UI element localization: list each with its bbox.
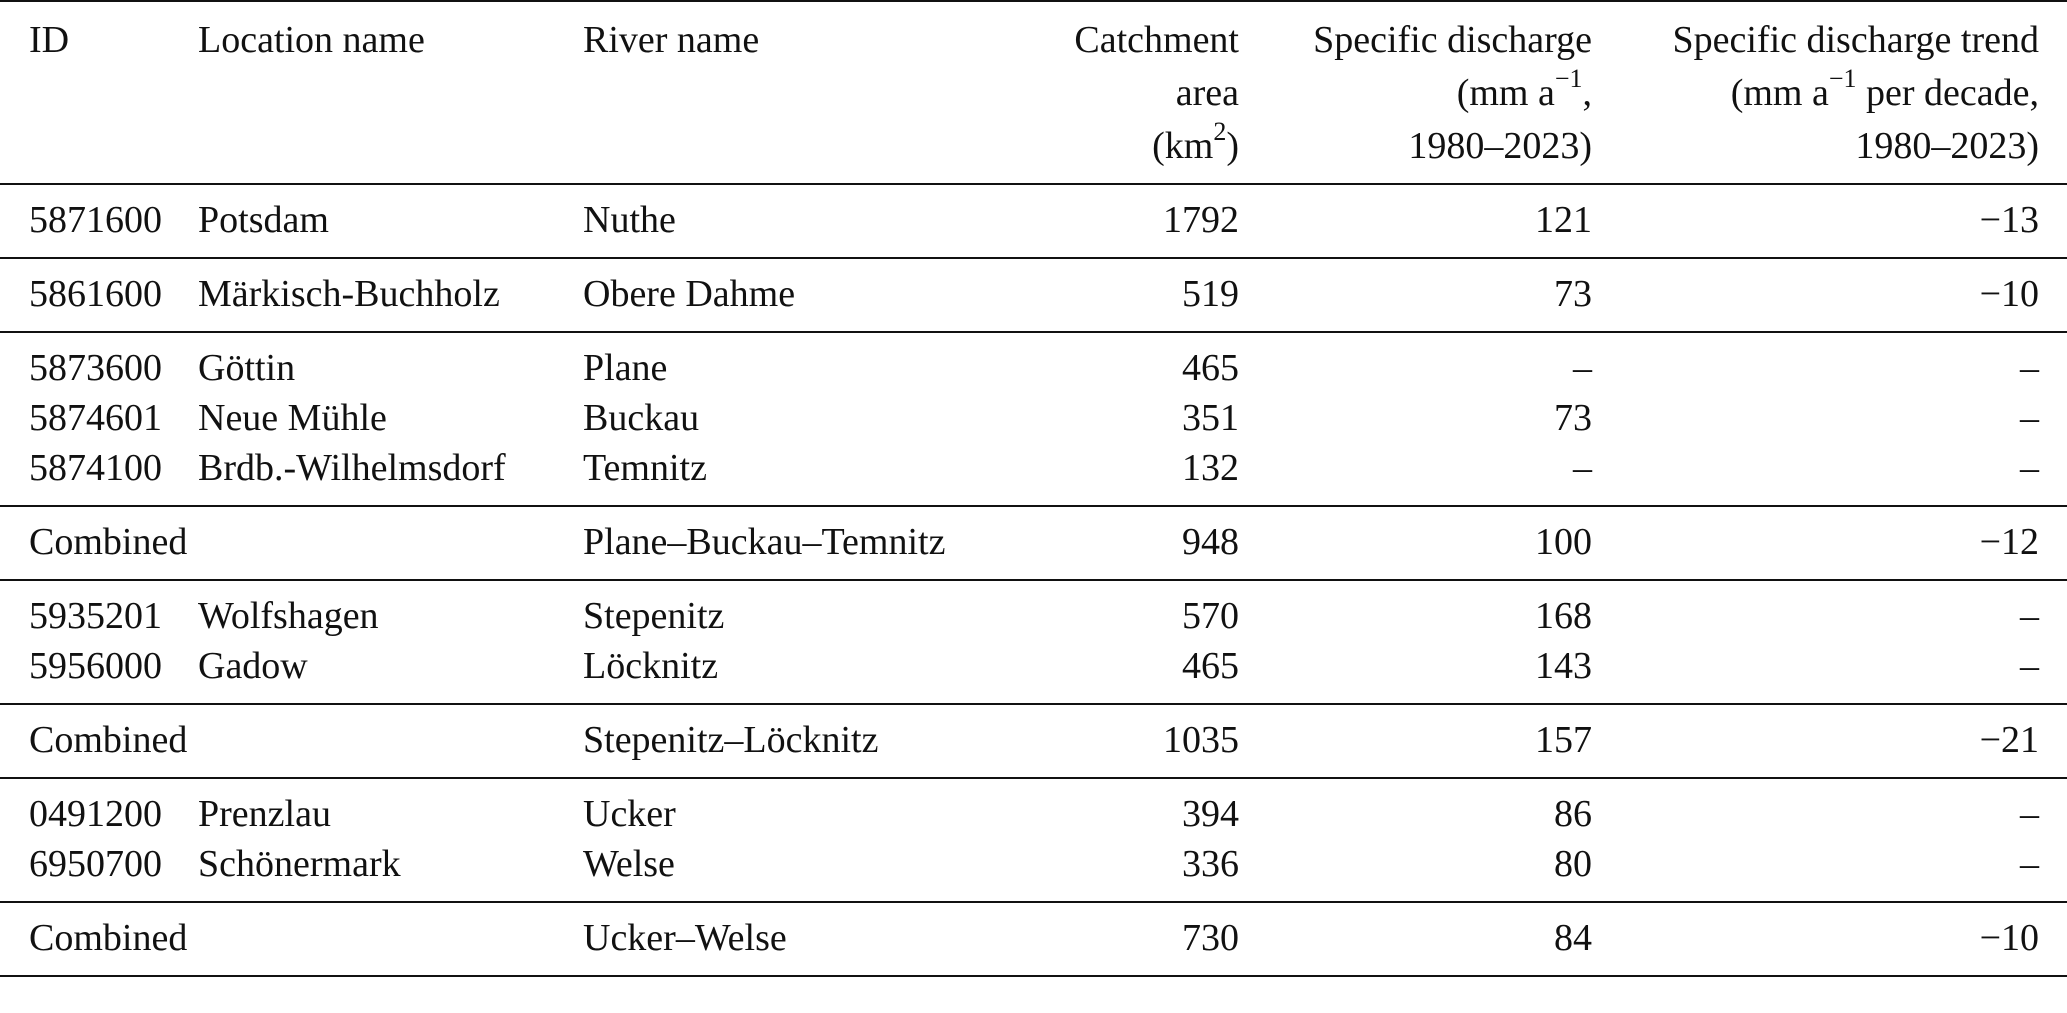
table-row xyxy=(0,506,2067,580)
cell-specific-discharge: 73 xyxy=(1554,397,1592,439)
row-group xyxy=(0,506,2067,580)
cell-id: 5956000 xyxy=(29,645,162,687)
cell-discharge-trend: – xyxy=(2020,645,2039,687)
table-row xyxy=(0,393,2067,443)
table-row xyxy=(0,332,2067,393)
cell-id: 6950700 xyxy=(29,843,162,885)
cell-discharge-trend: – xyxy=(2020,595,2039,637)
cell-location: Potsdam xyxy=(198,199,329,241)
cell-catchment-area: 351 xyxy=(1182,397,1239,439)
cell-id: Combined xyxy=(29,521,188,563)
cell-specific-discharge: 73 xyxy=(1554,273,1592,315)
cell-catchment-area: 948 xyxy=(1182,521,1239,563)
cell-location: Märkisch-Buchholz xyxy=(198,273,500,315)
cell-id: Combined xyxy=(29,917,188,959)
row-group xyxy=(0,258,2067,332)
cell-catchment-area: 336 xyxy=(1182,843,1239,885)
cell-catchment-area: 1035 xyxy=(1163,719,1239,761)
table-row xyxy=(0,258,2067,332)
cell-specific-discharge: – xyxy=(1573,447,1592,489)
table-row xyxy=(0,902,2067,976)
cell-location: Brdb.-Wilhelmsdorf xyxy=(198,447,506,489)
cell-specific-discharge: 143 xyxy=(1535,645,1592,687)
cell-location xyxy=(198,902,583,976)
cell-specific-discharge: 100 xyxy=(1535,521,1592,563)
cell-discharge-trend: – xyxy=(2020,843,2039,885)
row-group xyxy=(0,580,2067,704)
cell-river: Stepenitz–Löcknitz xyxy=(583,719,879,761)
cell-river: Nuthe xyxy=(583,199,676,241)
cell-catchment-area: 132 xyxy=(1182,447,1239,489)
table-row xyxy=(0,184,2067,258)
cell-discharge-trend: −10 xyxy=(1979,917,2039,959)
cell-location: Prenzlau xyxy=(198,793,331,835)
cell-catchment-area: 730 xyxy=(1182,917,1239,959)
cell-discharge-trend: −13 xyxy=(1979,199,2039,241)
cell-specific-discharge: 80 xyxy=(1554,843,1592,885)
cell-location xyxy=(198,506,583,580)
cell-specific-discharge: 84 xyxy=(1554,917,1592,959)
cell-discharge-trend: – xyxy=(2020,447,2039,489)
cell-catchment-area: 465 xyxy=(1182,645,1239,687)
cell-id: 5874601 xyxy=(29,397,162,439)
table-row xyxy=(0,641,2067,704)
header-catchment-area: Catchment area $(km^2)$ xyxy=(1074,19,1239,167)
header-discharge-trend: Specific discharge trend (mm $a^{-1}$ per decade, 1980–2023) xyxy=(1672,19,2039,167)
cell-river: Plane–Buckau–Temnitz xyxy=(583,521,946,563)
cell-location: Neue Mühle xyxy=(198,397,387,439)
cell-discharge-trend: −12 xyxy=(1979,521,2039,563)
table-row xyxy=(0,580,2067,641)
cell-discharge-trend: −10 xyxy=(1979,273,2039,315)
header-river: River name xyxy=(583,19,760,61)
row-group xyxy=(0,184,2067,258)
cell-catchment-area: 519 xyxy=(1182,273,1239,315)
cell-location: Göttin xyxy=(198,347,296,389)
cell-specific-discharge: 86 xyxy=(1554,793,1592,835)
cell-discharge-trend: – xyxy=(2020,347,2039,389)
cell-catchment-area: 465 xyxy=(1182,347,1239,389)
cell-discharge-trend: – xyxy=(2020,793,2039,835)
cell-river: Welse xyxy=(583,843,675,885)
cell-catchment-area: 1792 xyxy=(1163,199,1239,241)
cell-river: Stepenitz xyxy=(583,595,725,637)
header-row xyxy=(0,1,2067,184)
cell-river: Ucker xyxy=(583,793,676,835)
row-group xyxy=(0,704,2067,778)
cell-specific-discharge: 157 xyxy=(1535,719,1592,761)
cell-id: 5935201 xyxy=(29,595,162,637)
cell-catchment-area: 394 xyxy=(1182,793,1239,835)
table-row xyxy=(0,778,2067,839)
header-specific-discharge: Specific discharge (mm $a^{-1}$, 1980–2023) xyxy=(1313,19,1592,167)
cell-river: Löcknitz xyxy=(583,645,719,687)
cell-id: 5874100 xyxy=(29,447,162,489)
cell-discharge-trend: – xyxy=(2020,397,2039,439)
cell-catchment-area: 570 xyxy=(1182,595,1239,637)
row-group xyxy=(0,902,2067,976)
cell-specific-discharge: 121 xyxy=(1535,199,1592,241)
cell-id: 5873600 xyxy=(29,347,162,389)
header-id: ID xyxy=(29,19,70,61)
table-row xyxy=(0,839,2067,902)
row-group xyxy=(0,332,2067,506)
cell-river: Buckau xyxy=(583,397,700,439)
cell-specific-discharge: 168 xyxy=(1535,595,1592,637)
cell-id: Combined xyxy=(29,719,188,761)
cell-id: 0491200 xyxy=(29,793,162,835)
cell-location: Schönermark xyxy=(198,843,401,885)
cell-river: Obere Dahme xyxy=(583,273,796,315)
cell-specific-discharge: – xyxy=(1573,347,1592,389)
row-group xyxy=(0,778,2067,902)
cell-id: 5861600 xyxy=(29,273,162,315)
table-header xyxy=(0,1,2067,184)
cell-location xyxy=(198,704,583,778)
header-location: Location name xyxy=(198,19,425,61)
cell-id: 5871600 xyxy=(29,199,162,241)
cell-river: Ucker–Welse xyxy=(583,917,787,959)
cell-river: Plane xyxy=(583,347,668,389)
table-row xyxy=(0,704,2067,778)
cell-discharge-trend: −21 xyxy=(1979,719,2039,761)
cell-river: Temnitz xyxy=(583,447,707,489)
cell-location: Gadow xyxy=(198,645,308,687)
cell-location: Wolfshagen xyxy=(198,595,379,637)
table-row xyxy=(0,443,2067,506)
